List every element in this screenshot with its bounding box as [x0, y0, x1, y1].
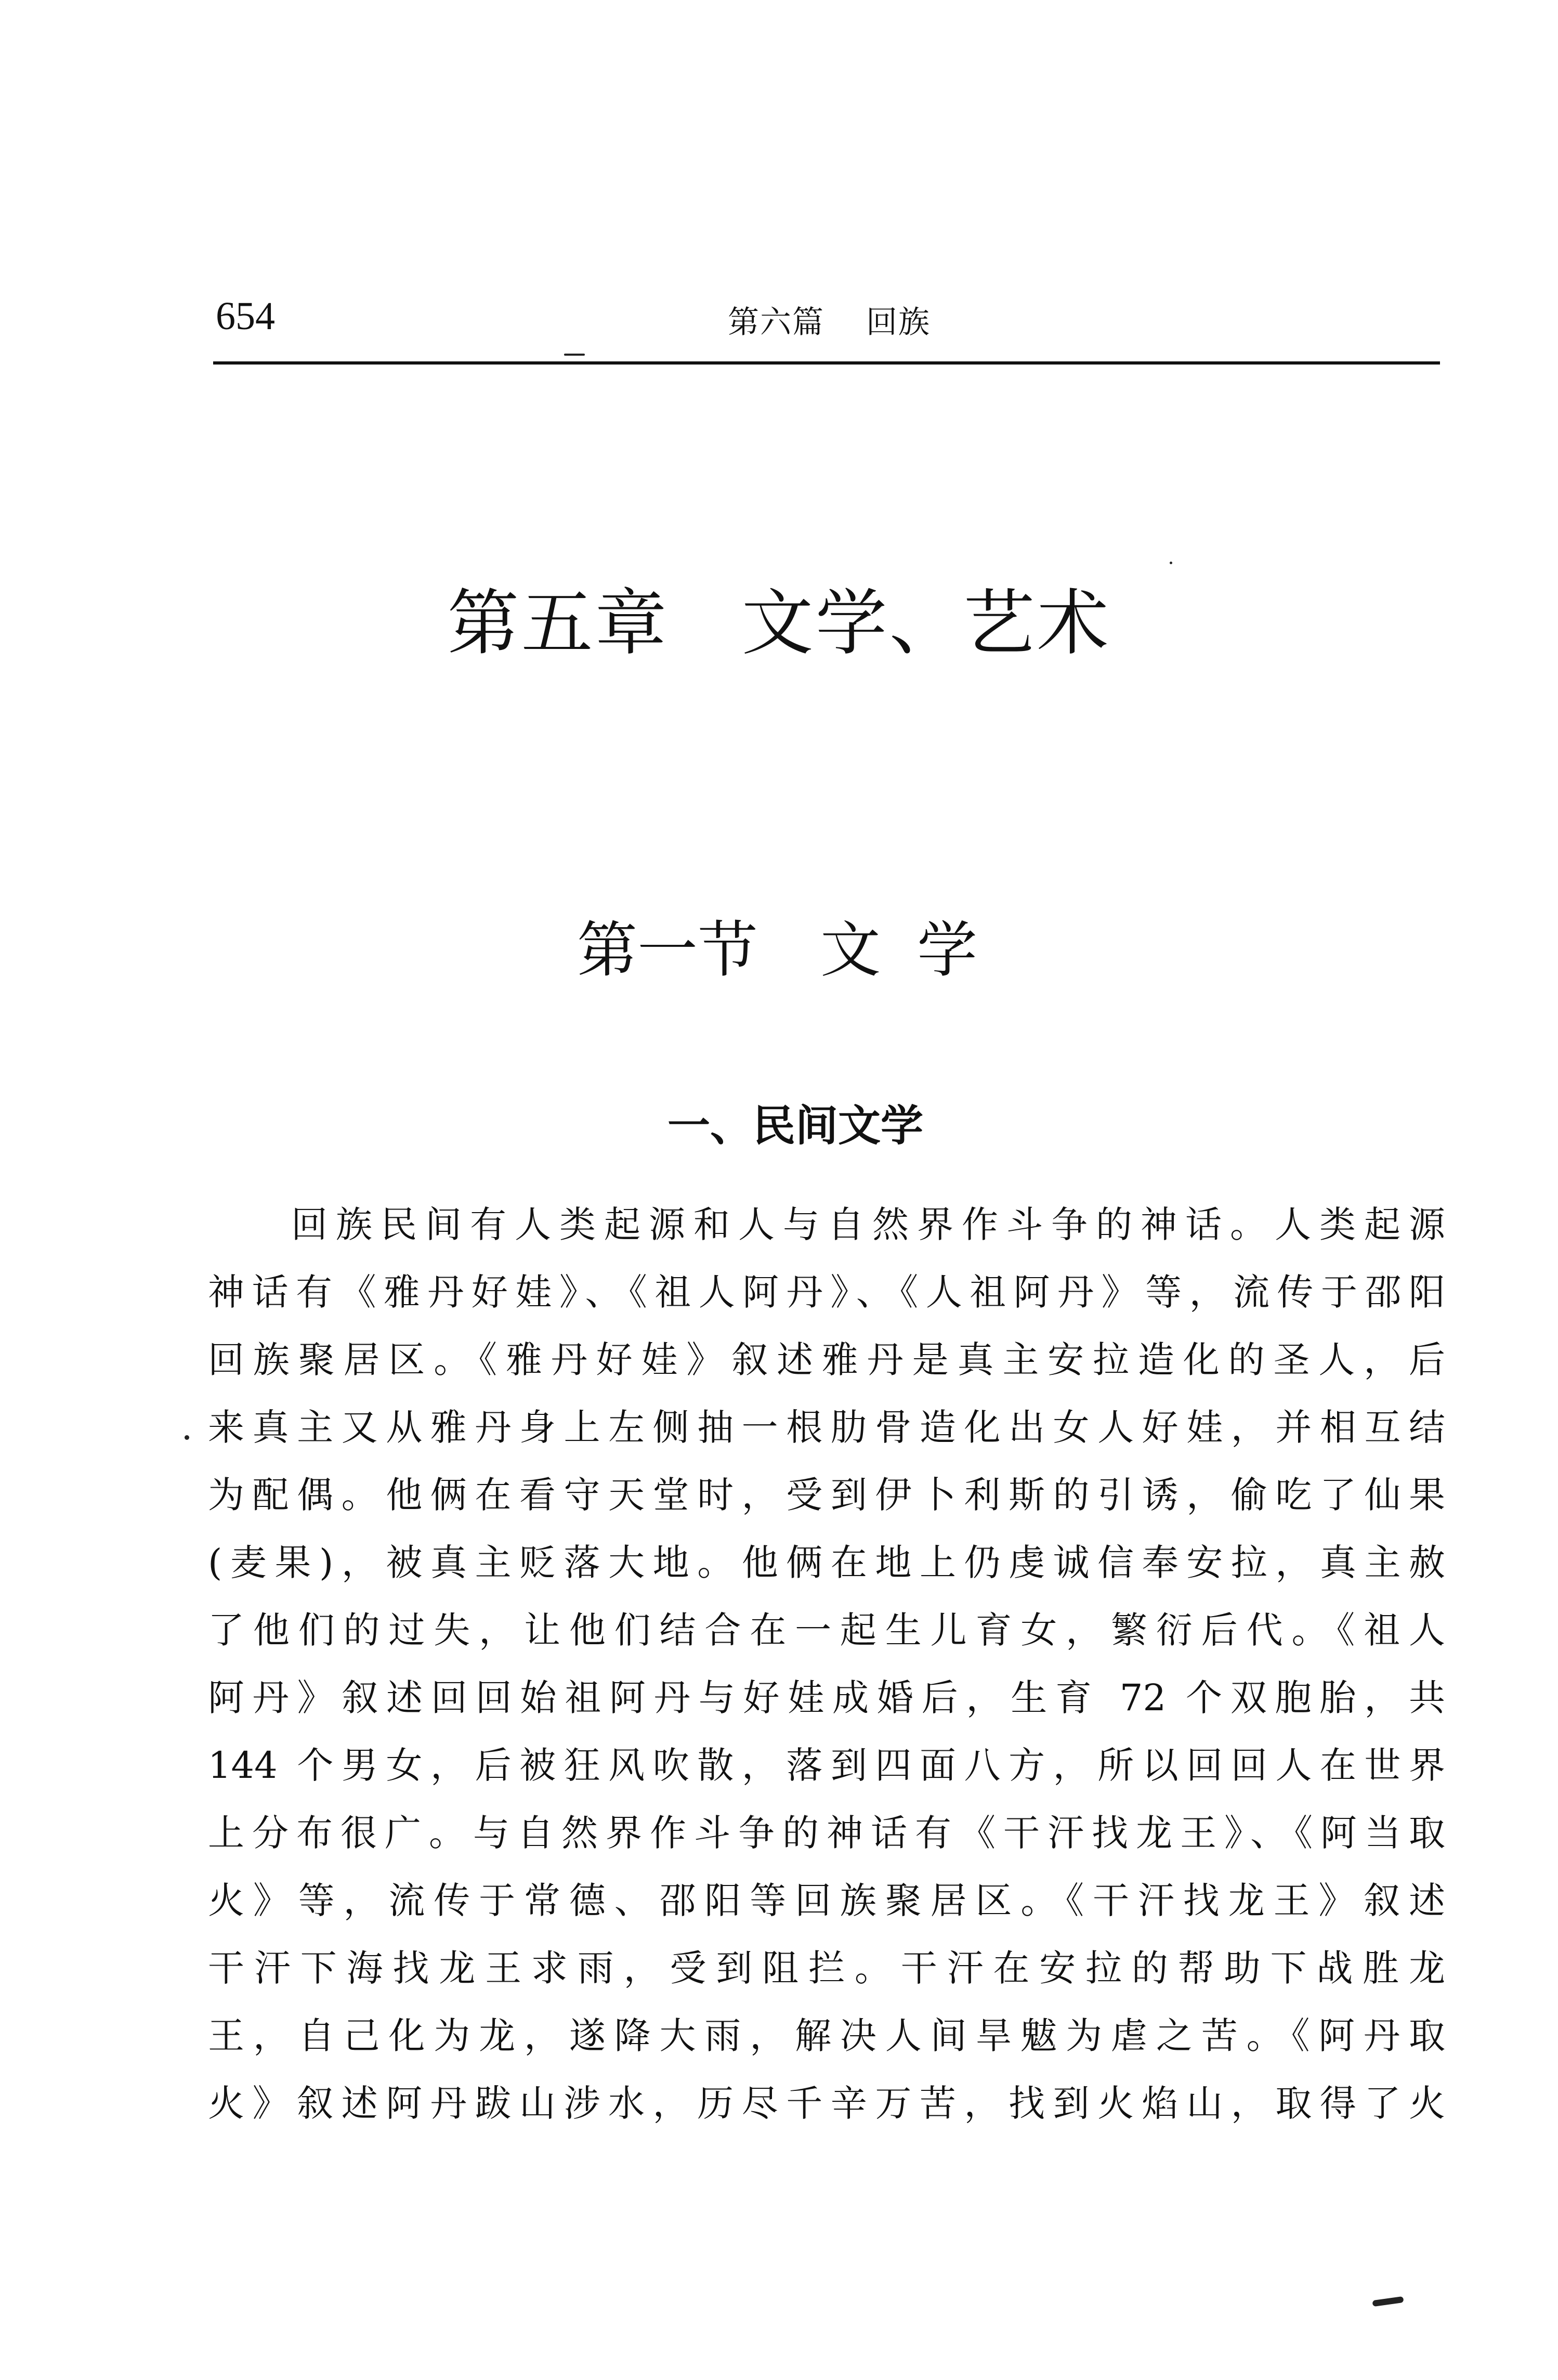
page-number: 654 [216, 294, 275, 338]
body-line: 王，自己化为龙，遂降大雨，解决人间旱魃为虐之苦。《阿丹取 [208, 2014, 1445, 2057]
section-title [0, 915, 1558, 985]
scan-speck [564, 354, 585, 356]
chapter-title [0, 581, 1558, 665]
body-line: 来真主又从雅丹身上左侧抽一根肋骨造化出女人好娃，并相互结 [208, 1406, 1445, 1449]
body-line: 阿丹》叙述回回始祖阿丹与好娃成婚后，生育 72 个双胞胎，共 [208, 1676, 1445, 1719]
body-line: 神话有《雅丹好娃》、《祖人阿丹》、《人祖阿丹》等，流传于邵阳 [208, 1271, 1445, 1313]
section-number: 第一节 [577, 915, 758, 985]
scan-speck [185, 1435, 189, 1440]
header-rule [213, 361, 1440, 365]
body-line: 为配偶。他俩在看守天堂时，受到伊卜利斯的引诱，偷吃了仙果 [208, 1474, 1445, 1516]
body-line: (麦果)，被真主贬落大地。他俩在地上仍虔诚信奉安拉，真主赦 [208, 1541, 1445, 1584]
scan-speck [1170, 562, 1172, 564]
running-head-ethnic-group: 回族 [866, 304, 931, 341]
body-line: 144 个男女，后被狂风吹散，落到四面八方，所以回回人在世界 [208, 1744, 1445, 1787]
section-name: 文学 [820, 915, 1014, 985]
body-line: 火》叙述阿丹跋山涉水，历尽千辛万苦，找到火焰山，取得了火 [208, 2082, 1445, 2125]
body-line: 回族民间有人类起源和人与自然界作斗争的神话。人类起源 [291, 1203, 1445, 1246]
chapter-number: 第五章 [447, 581, 669, 665]
body-line: 干汗下海找龙王求雨，受到阻拦。干汗在安拉的帮助下战胜龙 [208, 1947, 1445, 1989]
body-line: 火》等，流传于常德、邵阳等回族聚居区。《干汗找龙王》叙述 [208, 1879, 1445, 1922]
subsection-title: 一、民间文学 [667, 1101, 923, 1151]
body-line: 上分布很广。与自然界作斗争的神话有《干汗找龙王》、《阿当取 [208, 1812, 1445, 1854]
running-head-part: 第六篇 [728, 304, 824, 341]
scan-speck [1372, 2296, 1404, 2307]
chapter-name: 文学、艺术 [741, 581, 1111, 665]
body-paragraph [208, 1191, 1445, 2137]
body-line: 了他们的过失，让他们结合在一起生儿育女，繁衍后代。《祖人 [208, 1609, 1445, 1651]
body-line: 回族聚居区。《雅丹好娃》叙述雅丹是真主安拉造化的圣人，后 [208, 1338, 1445, 1381]
running-head [728, 304, 931, 341]
